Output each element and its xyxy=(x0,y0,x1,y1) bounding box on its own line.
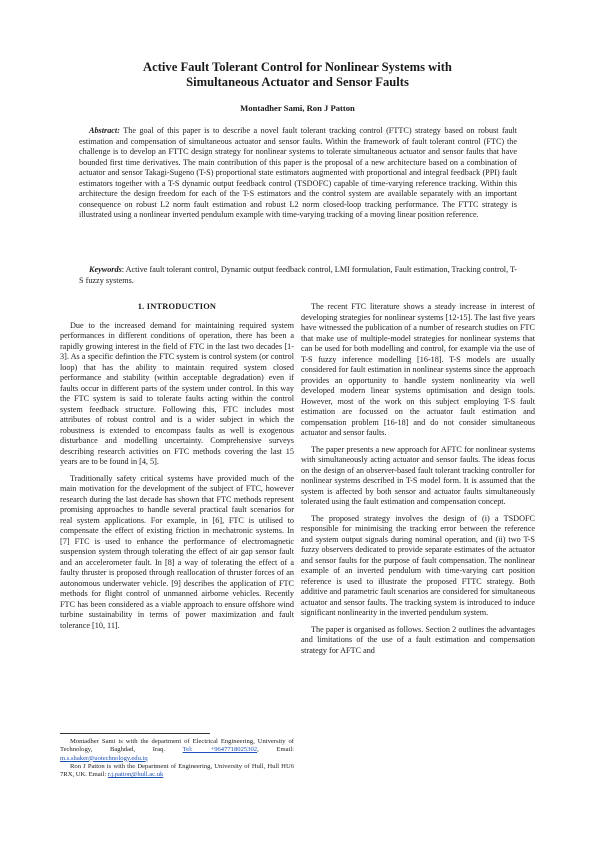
keywords xyxy=(79,265,517,286)
footnotes xyxy=(60,738,294,779)
footnote-author-2 xyxy=(60,763,294,780)
footnote-1-email-label: , Email: xyxy=(257,746,294,754)
right-column xyxy=(301,302,535,662)
footnote-1-text: Montadher Sami is with the department of Electrical Engineering, University of Technology, Baghdad, Iraq. xyxy=(60,738,294,754)
intro-paragraph: Traditionally safety critical systems have provided much of the main motivation for the development of the subject of FTC, however research during the last decade has shown that FTC methods represent promising approaches to handle several practical fault scenarios for real system applications. For example, in [6], FTC is utilised to compensate the effect of existing friction in mechatronic systems. In [7] FTC is used to enhance the performance of electromagnetic suspension system through tolerating the effect of air gap sensor fault and an accelerometer fault. In [8] a way of tolerating the effect of a faulty thruster is proposed through reallocation of thruster forces of an autonomous underwater vehicle. [9] describes the application of FTC methods for flight control of unmanned airborne vehicles. Recently FTC has been considered as a viable approach to ensure offshore wind turbine sustainability in terms of power maximization and fault tolerance [10, 11]. xyxy=(60,473,294,630)
section-heading-introduction: 1. INTRODUCTION xyxy=(137,302,217,311)
intro-paragraph: The paper presents a new approach for AFTC for nonlinear systems with simultaneously acting actuator and sensor faults. The ideas focus on the design of an observer-based fault tolerant tracking controller for nonlinear systems described in T-S model form. It is assumed that the system is affected by both sensor and actuator faults simultaneously tolerated using the fault estimation and compensation concept. xyxy=(301,444,535,506)
left-column xyxy=(60,302,294,637)
footnote-author-1 xyxy=(60,738,294,763)
intro-paragraph: The proposed strategy involves the design of (i) a TSDOFC responsible for minimising the tracking error between the reference and system output signals during nominal operation, and (ii) two T-S fuzzy observers dedicated to provide separate estimates of the actuator and sensor faults for the purpose of fault compensation. The nonlinear example of an inverted pendulum with time-varying cart position reference is used to illustrate the proposed FTTC strategy. Both additive and parametric fault scenarios are considered for simultaneous actuator and sensor faults. The tracking system is introduced to induce significant nonlinearity in the inverted pendulum system. xyxy=(301,513,535,617)
intro-paragraph: The paper is organised as follows. Section 2 outlines the advantages and limitations of the use of a fault estimation and compensation strategy for AFTC and xyxy=(301,624,535,655)
abstract-label: Abstract: xyxy=(89,126,120,135)
intro-paragraph: Due to the increased demand for maintaining required system performances in different conditions of operation, there has been a rapidly growing interest in the field of FTC in the last two decades [1-3]. As a specific defintion the FTC system is control system (or control loop) that has the ability to maintain required system closed performance and stability (within acceptable degradation) even if faults occur in different parts of the system under control. In this way the FTC system is said to tolerate faults acting within the control system feedback structure. Following this, FTC includes most attributes of robust control and is a wider subject in which the robustness is extended to encompass faults as well is exogenous disturbance and modelling uncertainty. Comprehensive surveys describing research activities on FTC methods covering the last 15 years are to be found in [4, 5]. xyxy=(60,320,294,466)
footnote-1-email-link[interactable]: m.s.shaker@uotechnology.edu.iq xyxy=(60,754,148,762)
intro-paragraph: The recent FTC literature shows a steady increase in interest of developing strategies for nonlinear systems [12-15]. The last five years have witnessed the publication of a number of research studies on FTC that make use of multiple-model strategies for nonlinear systems that can be used for both modelling and control, for example via the use of T-S fuzzy inference modelling [16-18]. T-S models are usually considered for fault estimation in nonlinear systems since the approach provides an opportunity to handle system nonlinearity via well developed modern linear systems optimisation and design tools. However, most of the work on this subject employing T-S fault estimation are focussed on the actuator fault estimation and compensation problem [16-18] and do not consider simultaneous actuator and sensor faults. xyxy=(301,302,535,437)
keywords-label: Keywords xyxy=(89,265,122,274)
footnote-2-email-link[interactable]: r.j.patton@hull.ac.uk xyxy=(107,771,164,779)
abstract-text: The goal of this paper is to describe a novel fault tolerant tracking control (FTTC) strategy based on robust fault estimation and compensation of simultaneous actuator and sensor faults. Within the framework of fault tolerant control (FTC) the challenge is to develop an FTTC design strategy for nonlinear systems to tolerate simultaneous actuator and sensor faults that have bounded first time derivatives. The main contribution of this paper is the proposal of a new architecture based on a combination of actuator and sensor Takagi-Sugeno (T-S) proportional state estimators augmented with proportional and integral feedback (PPI) fault estimators together with a T-S dynamic output feedback control (TSDOFC) capable of time-varying reference tracking. Within this architecture the design freedom for each of the T-S estimators and the control system are available separately with an important consequence on robust L2 norm fault estimation and robust L2 norm closed-loop tracking performance. The FTTC strategy is illustrated using a nonlinear inverted pendulum example with time-varying tracking of a moving linear position reference. xyxy=(79,126,517,219)
abstract xyxy=(79,126,517,221)
footnote-divider xyxy=(60,733,210,734)
title-line-1: Active Fault Tolerant Control for Nonlinear Systems with xyxy=(143,60,452,74)
keywords-text: : Active fault tolerant control, Dynamic output feedback control, LMI formulation, Fault estimation, Tracking control, T-S fuzzy systems. xyxy=(79,265,517,285)
paper-authors: Montadher Sami, Ron J Patton xyxy=(240,103,355,113)
paper-title xyxy=(60,60,535,90)
title-line-2: Simultaneous Actuator and Sensor Faults xyxy=(186,75,409,89)
footnote-2-text: Ron J Patton is with the Department of Engineering, University of Hull, Hull HU6 7RX, UK. Email: xyxy=(60,762,294,779)
footnote-1-phone-link[interactable]: Tel: +9647718025302 xyxy=(182,746,258,754)
